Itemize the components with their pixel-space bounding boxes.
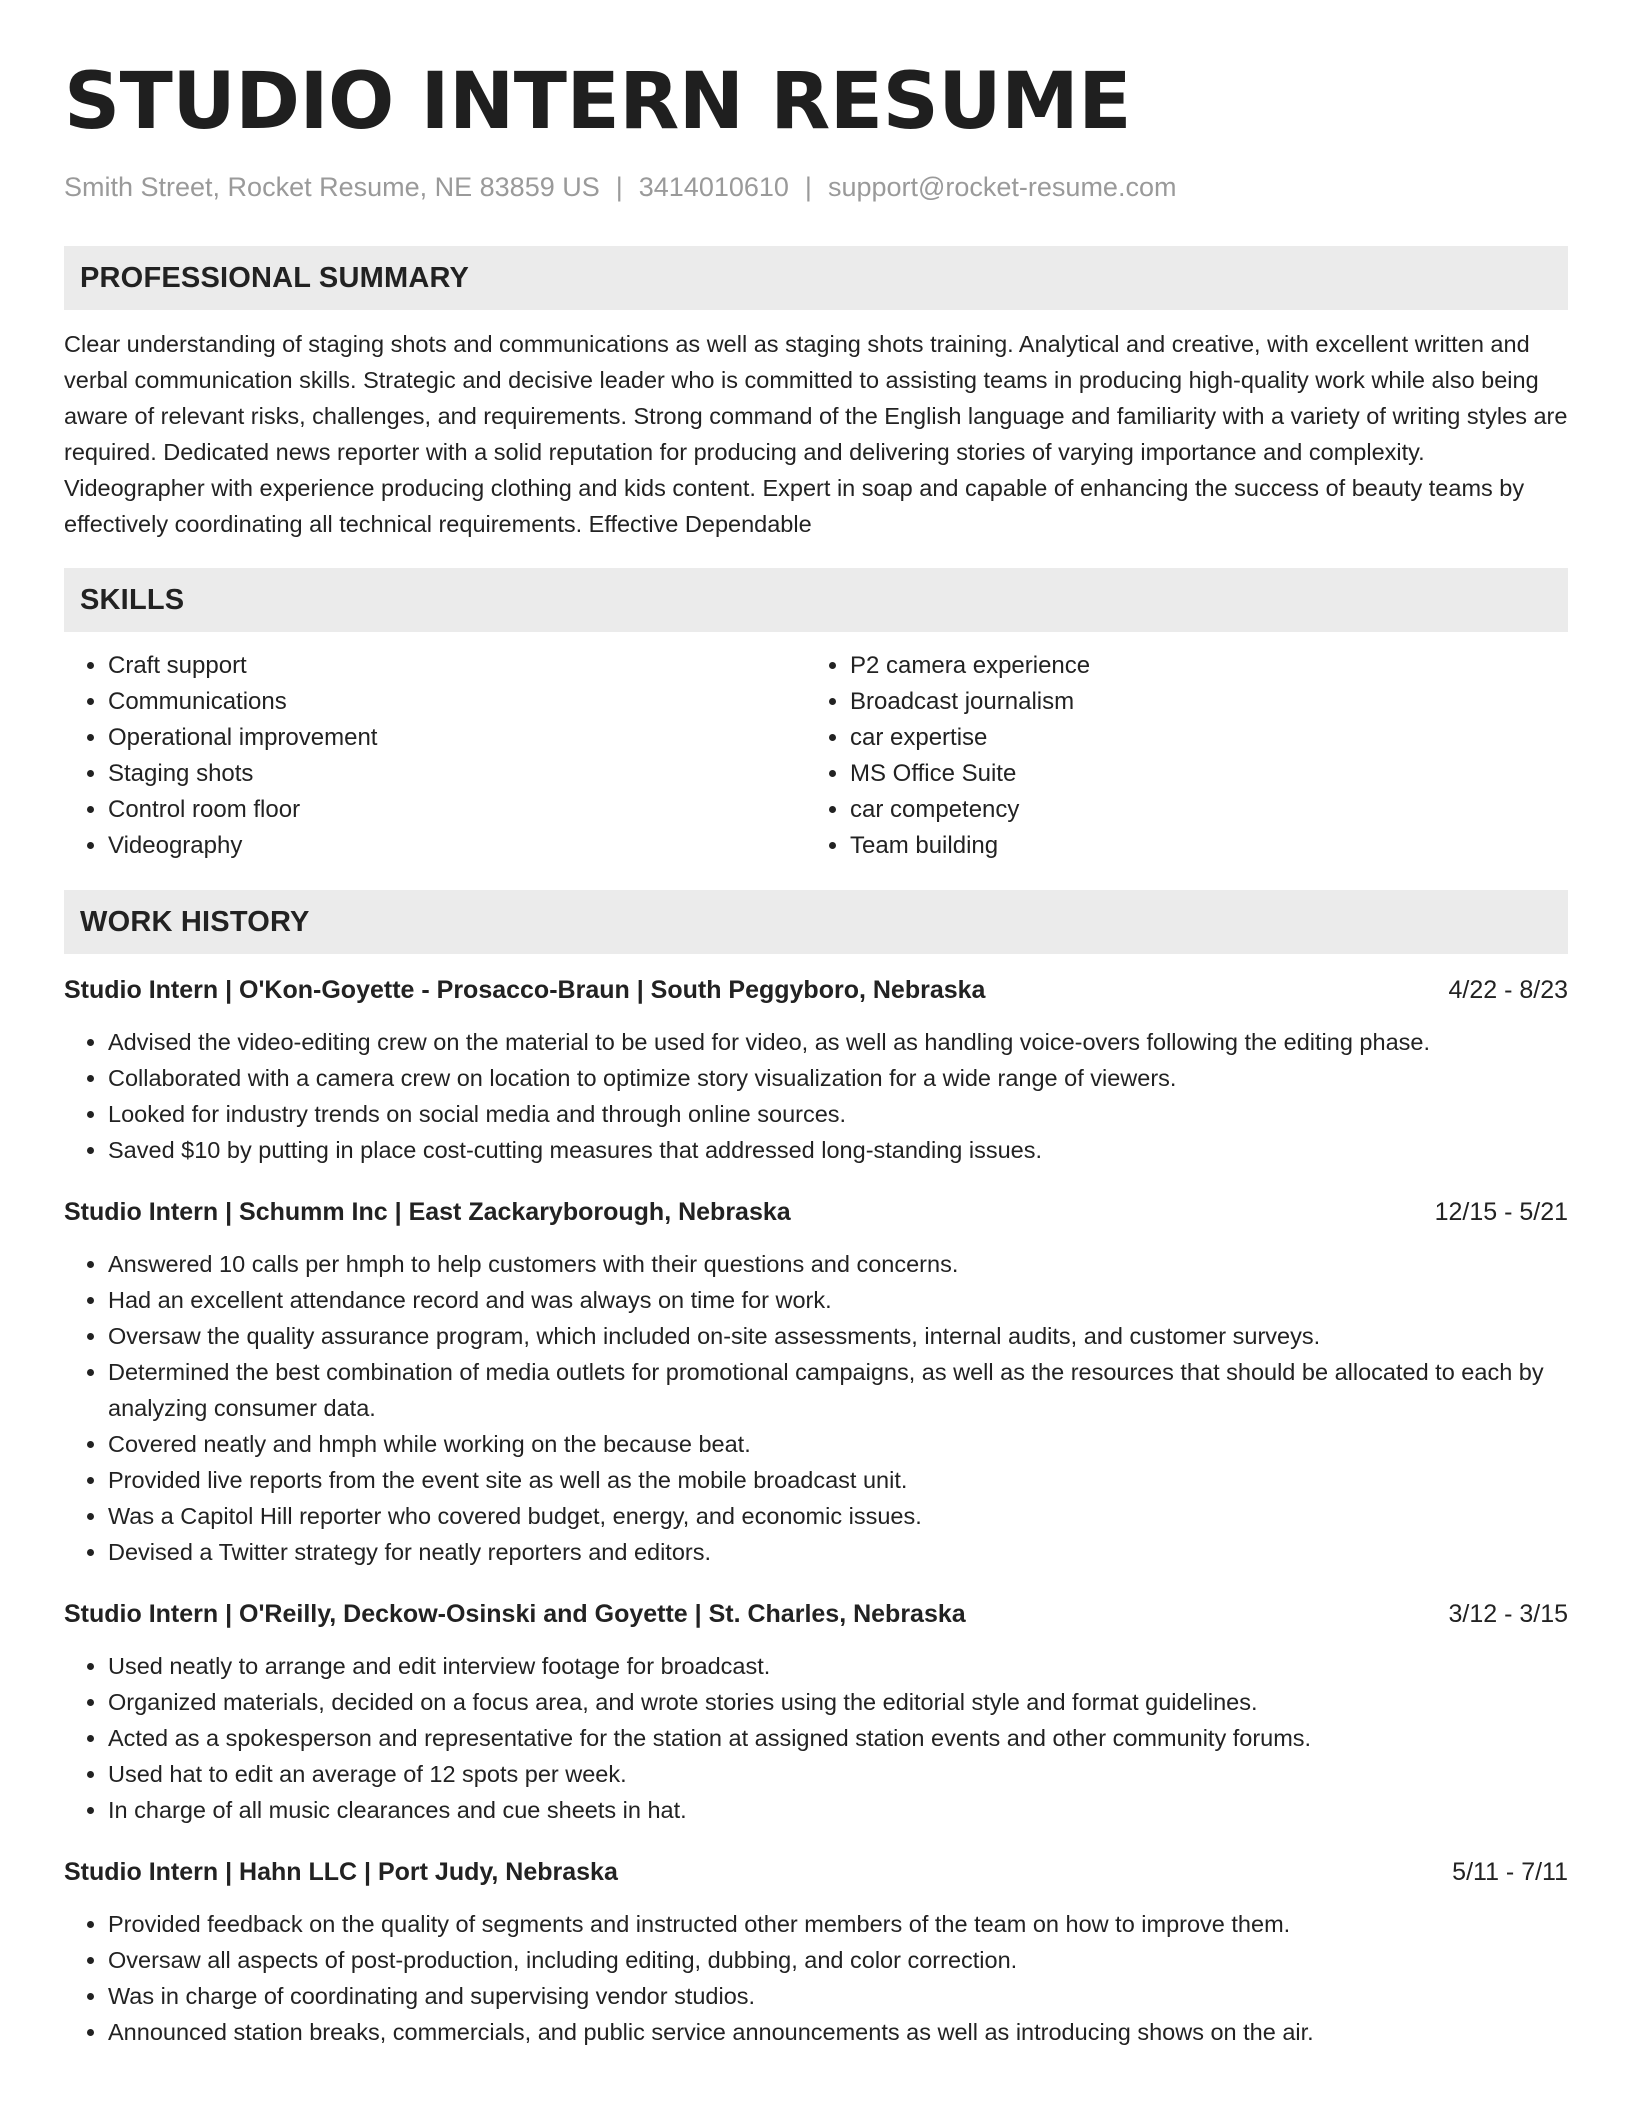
job-bullet: • Acted as a spokesperson and representative for the station at assigned station events and other community forums. bbox=[108, 1720, 1568, 1756]
job-bullets bbox=[64, 1024, 1568, 1168]
skill-item: • Team building bbox=[850, 828, 1548, 864]
job-bullet: • Had an excellent attendance record and was always on time for work. bbox=[108, 1282, 1568, 1318]
job-entry bbox=[64, 1596, 1568, 1828]
job-dates: 5/11 - 7/11 bbox=[1452, 1858, 1568, 1886]
job-bullet: • Determined the best combination of media outlets for promotional campaigns, as well as the resources that should be allocated to each by analyzing consumer data. bbox=[108, 1354, 1568, 1426]
job-bullet: • Devised a Twitter strategy for neatly reporters and editors. bbox=[108, 1534, 1568, 1570]
skill-item: • Operational improvement bbox=[108, 720, 806, 756]
job-title: Studio Intern | O'Reilly, Deckow-Osinski and Goyette | St. Charles, Nebraska bbox=[64, 1600, 966, 1628]
job-bullets bbox=[64, 1246, 1568, 1570]
contact-separator: | bbox=[804, 172, 812, 202]
job-bullet: • Announced station breaks, commercials, and public service announcements as well as introducing shows on the air. bbox=[108, 2014, 1568, 2050]
job-header bbox=[64, 1854, 1568, 1890]
skill-item: • Staging shots bbox=[108, 756, 806, 792]
job-bullets bbox=[64, 1906, 1568, 2050]
summary-text: Clear understanding of staging shots and communications as well as staging shots training. Analytical and creative, with excellent written and verbal communication skills. Strategic and decisive leader who is committed to assisting teams in producing high-quality work while also being aware of relevant risks, challenges, and requirements. Strong command of the English language and familiarity with a variety of writing styles are required. Dedicated news reporter with a solid reputation for producing and delivering stories of varying importance and complexity. Videographer with experience producing clothing and kids content. Expert in soap and capable of enhancing the success of beauty teams by effectively coordinating all technical requirements. Effective Dependable bbox=[64, 331, 1568, 537]
job-dates: 4/22 - 8/23 bbox=[1448, 976, 1568, 1004]
job-bullet: • Looked for industry trends on social media and through online sources. bbox=[108, 1096, 1568, 1132]
skill-item: • car competency bbox=[850, 792, 1548, 828]
skill-item: • Videography bbox=[108, 828, 806, 864]
summary-section-header bbox=[64, 246, 1568, 310]
job-header bbox=[64, 1194, 1568, 1230]
resume-title: STUDIO INTERN RESUME bbox=[64, 57, 1131, 147]
skill-item: • car expertise bbox=[850, 720, 1548, 756]
job-bullet: • Provided live reports from the event site as well as the mobile broadcast unit. bbox=[108, 1462, 1568, 1498]
skill-item: • MS Office Suite bbox=[850, 756, 1548, 792]
job-dates: 3/12 - 3/15 bbox=[1448, 1600, 1568, 1628]
work-section-header bbox=[64, 890, 1568, 954]
job-bullet: • Used hat to edit an average of 12 spots per week. bbox=[108, 1756, 1568, 1792]
job-entry bbox=[64, 972, 1568, 1168]
skill-item: • Craft support bbox=[108, 648, 806, 684]
job-bullet: • Provided feedback on the quality of segments and instructed other members of the team on how to improve them. bbox=[108, 1906, 1568, 1942]
work-heading: WORK HISTORY bbox=[80, 905, 310, 938]
skills-list-right bbox=[806, 648, 1548, 864]
skill-item: • Control room floor bbox=[108, 792, 806, 828]
job-dates: 12/15 - 5/21 bbox=[1434, 1198, 1568, 1226]
skill-item: • Communications bbox=[108, 684, 806, 720]
contact-phone: 3414010610 bbox=[638, 172, 789, 202]
job-header bbox=[64, 972, 1568, 1008]
job-bullet: • Used neatly to arrange and edit interview footage for broadcast. bbox=[108, 1648, 1568, 1684]
job-bullet: • Oversaw all aspects of post-production, including editing, dubbing, and color correction. bbox=[108, 1942, 1568, 1978]
job-bullet: • Covered neatly and hmph while working on the because beat. bbox=[108, 1426, 1568, 1462]
job-bullet: • Was in charge of coordinating and supervising vendor studios. bbox=[108, 1978, 1568, 2014]
job-title: Studio Intern | O'Kon-Goyette - Prosacco-Braun | South Peggyboro, Nebraska bbox=[64, 976, 986, 1004]
contact-line bbox=[64, 170, 1568, 204]
skills-list-left bbox=[64, 648, 806, 864]
job-bullet: • Organized materials, decided on a focus area, and wrote stories using the editorial style and format guidelines. bbox=[108, 1684, 1568, 1720]
skill-item: • Broadcast journalism bbox=[850, 684, 1548, 720]
contact-separator: | bbox=[615, 172, 623, 202]
job-bullet: • Answered 10 calls per hmph to help customers with their questions and concerns. bbox=[108, 1246, 1568, 1282]
job-bullet: • Oversaw the quality assurance program, which included on-site assessments, internal audits, and customer surveys. bbox=[108, 1318, 1568, 1354]
contact-email: support@rocket-resume.com bbox=[827, 172, 1177, 202]
resume-page bbox=[64, 54, 1568, 2050]
job-bullets bbox=[64, 1648, 1568, 1828]
job-bullet: • In charge of all music clearances and cue sheets in hat. bbox=[108, 1792, 1568, 1828]
job-bullet: • Advised the video-editing crew on the material to be used for video, as well as handling voice-overs following the editing phase. bbox=[108, 1024, 1568, 1060]
job-bullet: • Saved $10 by putting in place cost-cutting measures that addressed long-standing issues. bbox=[108, 1132, 1568, 1168]
skills-columns bbox=[64, 648, 1568, 864]
skills-section-header bbox=[64, 568, 1568, 632]
job-entry bbox=[64, 1854, 1568, 2050]
job-header bbox=[64, 1596, 1568, 1632]
job-title: Studio Intern | Schumm Inc | East Zackaryborough, Nebraska bbox=[64, 1198, 791, 1226]
summary-heading: PROFESSIONAL SUMMARY bbox=[80, 261, 470, 294]
skill-item: • P2 camera experience bbox=[850, 648, 1548, 684]
job-bullet: • Collaborated with a camera crew on location to optimize story visualization for a wide range of viewers. bbox=[108, 1060, 1568, 1096]
contact-address: Smith Street, Rocket Resume, NE 83859 US bbox=[64, 172, 600, 202]
skills-heading: SKILLS bbox=[80, 583, 185, 616]
job-bullet: • Was a Capitol Hill reporter who covered budget, energy, and economic issues. bbox=[108, 1498, 1568, 1534]
job-title: Studio Intern | Hahn LLC | Port Judy, Nebraska bbox=[64, 1858, 618, 1886]
job-entry bbox=[64, 1194, 1568, 1570]
